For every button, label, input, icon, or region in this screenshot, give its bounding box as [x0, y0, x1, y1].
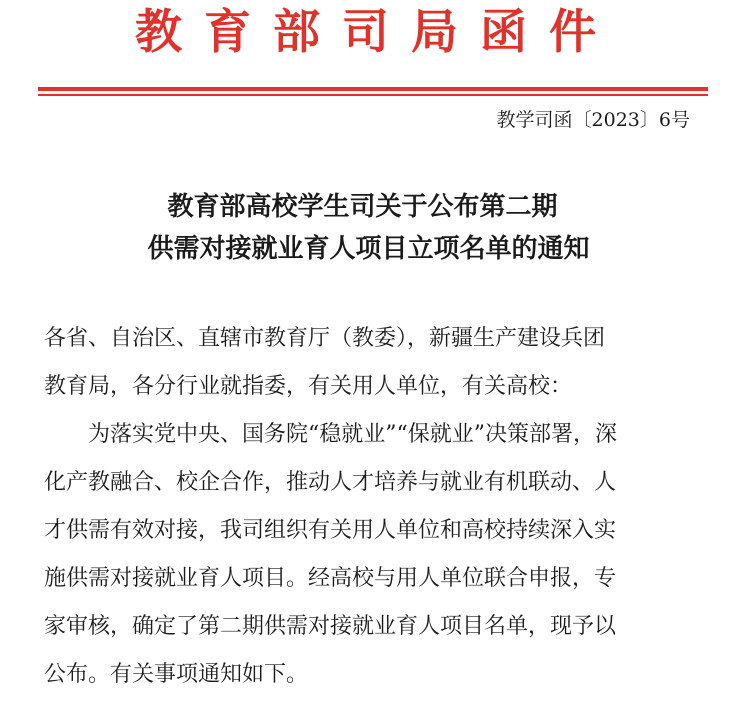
letterhead-rule-thick [38, 87, 708, 91]
paragraph-line-3: 才供需有效对接，我司组织有关用人单位和高校持续深入实 [44, 518, 617, 543]
addressee-line-2: 教育局，各分行业就指委，有关用人单位，有关高校： [44, 374, 573, 399]
document-body [44, 320, 714, 704]
paragraph-line-4: 施供需对接就业育人项目。经高校与用人单位联合申报，专 [44, 566, 617, 591]
paragraph-line-5: 家审核，确定了第二期供需对接就业育人项目名单，现予以 [44, 614, 617, 639]
addressee-line-1: 各省、自治区、直辖市教育厅（教委），新疆生产建设兵团 [44, 326, 606, 351]
letterhead-rule-thin [38, 94, 708, 96]
document-title-line-2: 供需对接就业育人项目立项名单的通知 [147, 234, 590, 264]
paragraph-line-2: 化产教融合、校企合作，推动人才培养与就业有机联动、人 [44, 470, 617, 495]
letterhead-title: 教育部司局函件 [135, 5, 618, 60]
paragraph-line-1: 为落实党中央、国务院“稳就业”“保就业”决策部署，深 [88, 422, 617, 447]
paragraph-line-6: 公布。有关事项通知如下。 [44, 662, 309, 687]
document-number: 教学司函〔2023〕6号 [496, 109, 690, 131]
document-title-line-1: 教育部高校学生司关于公布第二期 [167, 192, 558, 222]
